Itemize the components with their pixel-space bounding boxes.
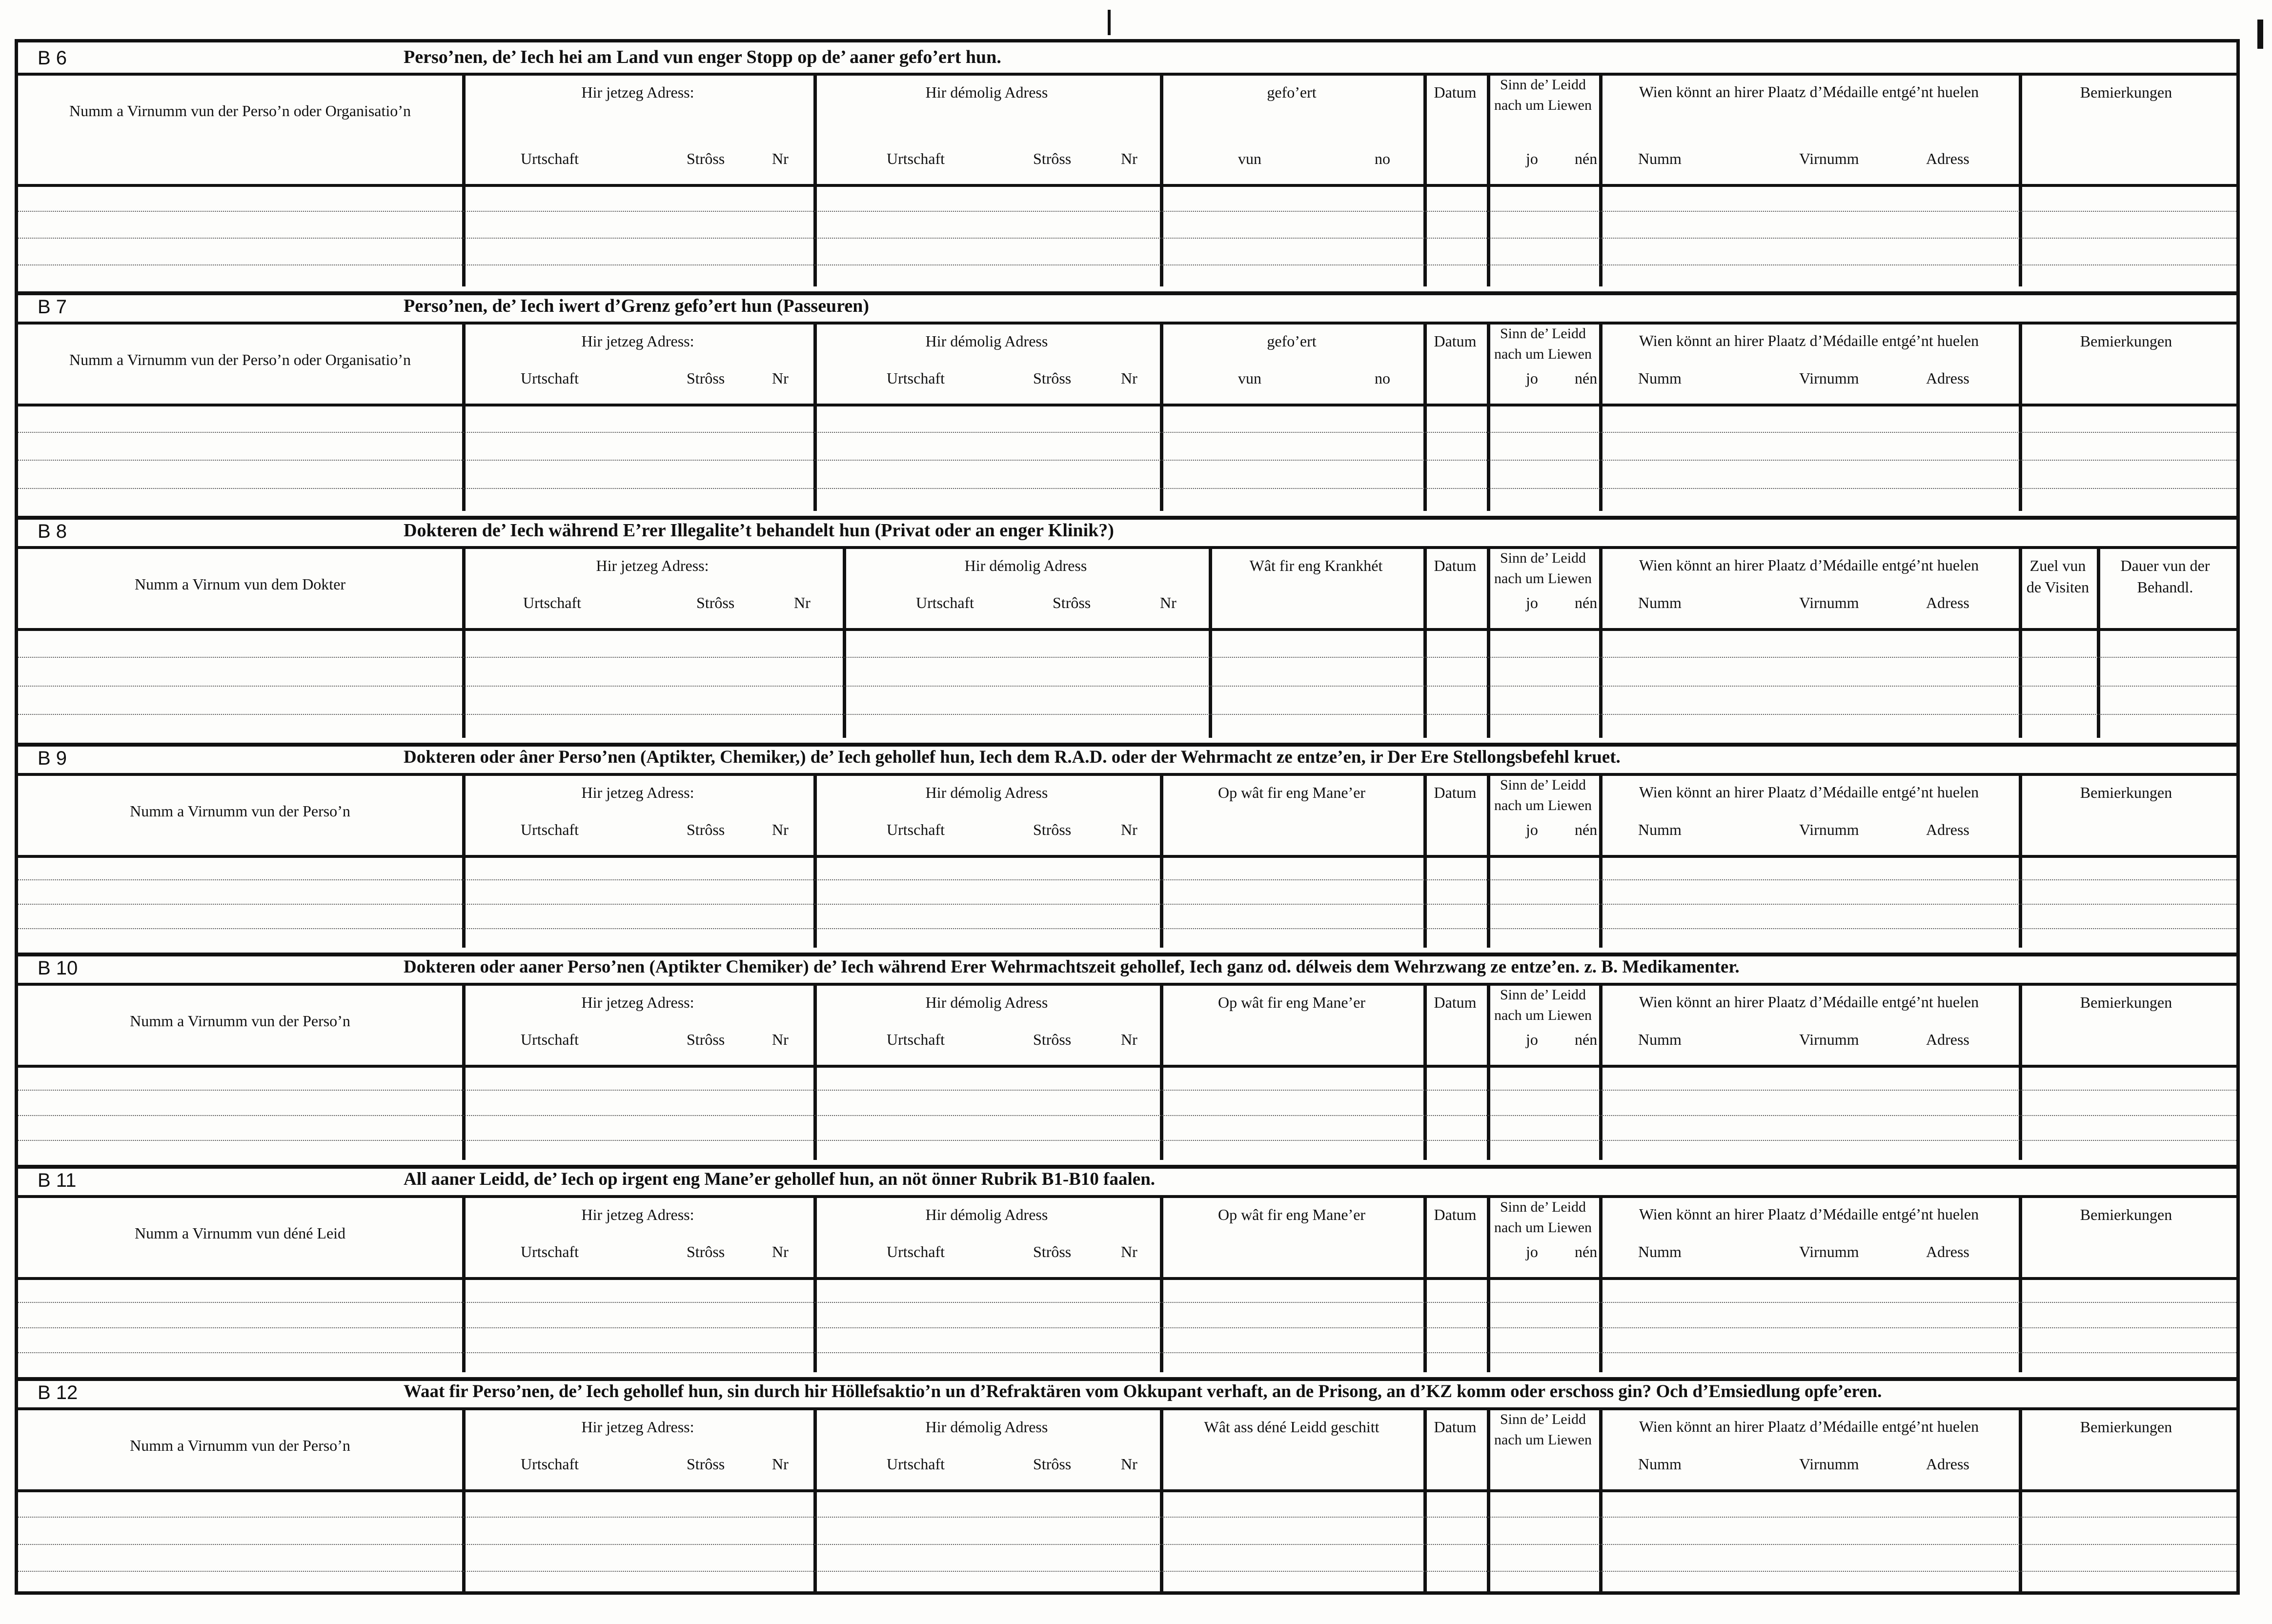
- section-divider: [18, 1377, 2236, 1381]
- sub-header: Nr: [1121, 369, 1137, 387]
- column-header: Hir démolig Adress: [925, 332, 1048, 350]
- sub-header: Urtschaft: [523, 594, 582, 611]
- header-bottom-rule: [18, 855, 2236, 858]
- entry-line[interactable]: [18, 714, 2236, 715]
- column-header: Wien könnt an hirer Plaatz d’Médaille entgé’nt huelen: [1639, 556, 1979, 574]
- form-table: [15, 39, 2240, 1595]
- entry-line[interactable]: [18, 1517, 2236, 1518]
- name-column-header: Numm a Virnumm vun der Perso’n oder Organisatio’n: [69, 351, 411, 368]
- sub-header: Strôss: [687, 1455, 725, 1473]
- section-code: B 9: [38, 748, 67, 769]
- sub-header: jo: [1526, 1031, 1538, 1048]
- entry-line[interactable]: [18, 879, 2236, 880]
- sub-header: jo: [1526, 1243, 1538, 1260]
- header-top-rule: [18, 1195, 2236, 1198]
- sub-header: Strôss: [1033, 1243, 1072, 1260]
- column-header: Op wât fir eng Mane’er: [1217, 784, 1366, 801]
- entry-line[interactable]: [18, 686, 2236, 687]
- sub-header: Strôss: [687, 1243, 725, 1260]
- sub-header: Virnumm: [1799, 1031, 1859, 1048]
- entry-line[interactable]: [18, 904, 2236, 905]
- name-column-header: Numm a Virnumm vun der Perso’n: [130, 1012, 350, 1030]
- section-title: Dokteren de’ Iech während E’rer Illegalite’t behandelt hun (Privat oder an enger Klinik?): [404, 520, 1114, 541]
- sub-header: Numm: [1638, 1243, 1682, 1260]
- column-header: Bemierkungen: [2080, 83, 2172, 101]
- sub-header: Numm: [1638, 1455, 1682, 1473]
- header-bottom-rule: [18, 1277, 2236, 1280]
- section-b11: [18, 1165, 2236, 1377]
- sub-header: Urtschaft: [521, 821, 579, 838]
- column-header: Sinn de’ Leidd nach um Liewen: [1494, 777, 1592, 813]
- sub-header: Nr: [772, 1031, 789, 1048]
- column-header: Hir jetzeg Adress:: [581, 784, 694, 801]
- header-top-rule: [18, 983, 2236, 986]
- header-top-rule: [18, 322, 2236, 325]
- entry-line[interactable]: [18, 488, 2236, 489]
- sub-header: Nr: [772, 1243, 789, 1260]
- sub-header: Nr: [1121, 821, 1137, 838]
- sub-header: Strôss: [1033, 1455, 1072, 1473]
- column-rule: [1160, 73, 1163, 286]
- sub-header: Adress: [1926, 594, 1969, 611]
- column-header: Sinn de’ Leidd nach um Liewen: [1494, 77, 1592, 113]
- sub-header: Virnumm: [1799, 150, 1859, 167]
- header-bottom-rule: [18, 404, 2236, 406]
- sub-header: Urtschaft: [887, 1455, 945, 1473]
- column-header: Sinn de’ Leidd nach um Liewen: [1494, 1199, 1592, 1236]
- column-header: Hir jetzeg Adress:: [581, 332, 694, 350]
- section-divider: [18, 1165, 2236, 1169]
- column-header: Hir démolig Adress: [925, 1206, 1048, 1223]
- sub-header: Virnumm: [1799, 821, 1859, 838]
- sub-header: Numm: [1638, 594, 1682, 611]
- column-header: Hir démolig Adress: [964, 557, 1087, 574]
- sub-header: Urtschaft: [521, 150, 579, 167]
- column-header: Bemierkungen: [2080, 994, 2172, 1011]
- entry-line[interactable]: [18, 657, 2236, 658]
- column-header: Hir jetzeg Adress:: [581, 1418, 694, 1436]
- column-header: Wien könnt an hirer Plaatz d’Médaille entgé’nt huelen: [1639, 1205, 1979, 1223]
- sub-header: Nr: [794, 594, 811, 611]
- section-b8: [18, 516, 2236, 743]
- name-column-header: Numm a Virnum vun dem Dokter: [134, 575, 346, 593]
- sub-header: Strôss: [687, 369, 725, 387]
- sub-header: Virnumm: [1799, 1243, 1859, 1260]
- sub-header: Adress: [1926, 150, 1969, 167]
- column-rule: [1423, 73, 1427, 286]
- section-code: B 6: [38, 47, 67, 69]
- right-margin-mark: [2257, 20, 2263, 49]
- sub-header: Strôss: [687, 150, 725, 167]
- header-bottom-rule: [18, 628, 2236, 631]
- entry-line[interactable]: [18, 1090, 2236, 1091]
- sub-header: nén: [1575, 594, 1598, 611]
- sub-header: Urtschaft: [887, 369, 945, 387]
- header-bottom-rule: [18, 1065, 2236, 1068]
- header-bottom-rule: [18, 1489, 2236, 1492]
- name-column-header: Numm a Virnumm vun der Perso’n: [130, 802, 350, 820]
- name-column-header: Numm a Virnumm vun der Perso’n oder Organisatio’n: [69, 102, 411, 120]
- column-header: Sinn de’ Leidd nach um Liewen: [1494, 550, 1592, 587]
- sub-header: Urtschaft: [887, 1031, 945, 1048]
- header-top-rule: [18, 773, 2236, 776]
- section-title: Perso’nen, de’ Iech iwert d’Grenz gefo’ert hun (Passeuren): [404, 296, 870, 316]
- sub-header: Virnumm: [1799, 1455, 1859, 1473]
- section-divider: [18, 291, 2236, 295]
- top-margin-mark: [1108, 10, 1111, 35]
- entry-line[interactable]: [18, 1115, 2236, 1116]
- section-b10: [18, 953, 2236, 1165]
- sub-header: Nr: [1121, 1243, 1137, 1260]
- section-divider: [18, 743, 2236, 747]
- section-b12: [18, 1377, 2236, 1598]
- column-header: Sinn de’ Leidd nach um Liewen: [1494, 987, 1592, 1023]
- column-header: gefo’ert: [1267, 332, 1317, 350]
- sub-header: Urtschaft: [521, 1455, 579, 1473]
- sub-header: Strôss: [1033, 150, 1072, 167]
- entry-line[interactable]: [18, 432, 2236, 433]
- sub-header: nén: [1575, 369, 1598, 387]
- sub-header: Adress: [1926, 1243, 1969, 1260]
- sub-header: Virnumm: [1799, 369, 1859, 387]
- column-header: gefo’ert: [1267, 83, 1317, 101]
- column-header: Wien könnt an hirer Plaatz d’Médaille entgé’nt huelen: [1639, 332, 1979, 349]
- column-header: Hir jetzeg Adress:: [581, 994, 694, 1011]
- entry-line[interactable]: [18, 1544, 2236, 1545]
- column-header: Wât ass déné Leidd geschitt: [1204, 1418, 1379, 1436]
- sub-header: Urtschaft: [916, 594, 974, 611]
- name-column-header: Numm a Virnumm vun der Perso’n: [130, 1437, 350, 1454]
- column-header: Bemierkungen: [2080, 1206, 2172, 1223]
- section-code: B 8: [38, 521, 67, 542]
- entry-line[interactable]: [18, 1327, 2236, 1328]
- column-header: Datum: [1434, 1206, 1477, 1223]
- column-header: Datum: [1434, 332, 1477, 350]
- sub-header: vun: [1238, 369, 1261, 387]
- sub-header: Virnumm: [1799, 594, 1859, 611]
- sub-header: Strôss: [696, 594, 735, 611]
- sub-header: Adress: [1926, 821, 1969, 838]
- sub-header: Strôss: [1033, 1031, 1072, 1048]
- column-header: Op wât fir eng Mane’er: [1217, 1206, 1366, 1223]
- column-header: Bemierkungen: [2080, 784, 2172, 801]
- sub-header: Urtschaft: [521, 1031, 579, 1048]
- sub-header: Numm: [1638, 821, 1682, 838]
- column-header: Hir jetzeg Adress:: [581, 83, 694, 101]
- sub-header: Urtschaft: [887, 821, 945, 838]
- sub-header: no: [1375, 150, 1390, 167]
- column-header: Datum: [1434, 994, 1477, 1011]
- section-b7: [18, 291, 2236, 516]
- entry-line[interactable]: [18, 211, 2236, 212]
- sub-header: vun: [1238, 150, 1261, 167]
- column-header: Sinn de’ Leidd nach um Liewen: [1494, 325, 1592, 362]
- section-code: B 11: [38, 1170, 77, 1191]
- column-header: Wien könnt an hirer Plaatz d’Médaille entgé’nt huelen: [1639, 783, 1979, 801]
- section-code: B 7: [38, 296, 67, 318]
- column-header: Op wât fir eng Mane’er: [1217, 994, 1366, 1011]
- sub-header: jo: [1526, 821, 1538, 838]
- column-header: Hir démolig Adress: [925, 83, 1048, 101]
- column-rule: [462, 73, 466, 286]
- sub-header: Nr: [1121, 150, 1137, 167]
- section-title: All aaner Leidd, de’ Iech op irgent eng Mane’er gehollef hun, an nöt önner Rubrik B1-B10 faalen.: [404, 1169, 1156, 1189]
- entry-line[interactable]: [18, 1571, 2236, 1572]
- section-title: Waat fir Perso’nen, de’ Iech gehollef hun, sin durch hir Höllefsaktio’n un d’Refraktären vom Okkupant verhaft, an de Prisong, an d’KZ komm oder erschoss gin? Och d’Emsiedlung opfe’eren.: [404, 1381, 1882, 1401]
- sub-header: Strôss: [687, 821, 725, 838]
- sub-header: nén: [1575, 821, 1598, 838]
- entry-line[interactable]: [18, 264, 2236, 265]
- header-bottom-rule: [18, 184, 2236, 187]
- column-header: Zuel vun de Visiten: [2026, 557, 2089, 596]
- sub-header: nén: [1575, 150, 1598, 167]
- entry-line[interactable]: [18, 1352, 2236, 1353]
- header-top-rule: [18, 73, 2236, 76]
- sub-header: Nr: [772, 821, 789, 838]
- section-title: Dokteren oder aaner Perso’nen (Aptikter Chemiker) de’ Iech während Erer Wehrmachtszeit gehollef, Iech ganz od. délweis dem Wehrzwang ze entze’en. z. B. Medikamenter.: [404, 957, 1740, 977]
- section-code: B 10: [38, 957, 78, 979]
- column-header: Wât fir eng Krankhét: [1249, 557, 1383, 574]
- header-top-rule: [18, 1407, 2236, 1410]
- sub-header: Urtschaft: [887, 150, 945, 167]
- column-header: Hir jetzeg Adress:: [581, 1206, 694, 1223]
- sub-header: Nr: [1160, 594, 1177, 611]
- column-header: Datum: [1434, 83, 1477, 101]
- sub-header: nén: [1575, 1031, 1598, 1048]
- sub-header: Numm: [1638, 369, 1682, 387]
- section-b9: [18, 743, 2236, 953]
- sub-header: nén: [1575, 1243, 1598, 1260]
- section-b6: [18, 42, 2236, 291]
- section-title: Dokteren oder âner Perso’nen (Aptikter, Chemiker,) de’ Iech gehollef hun, Iech dem R.A.D. oder der Wehrmacht ze entze’en, ir Der Ere Stellongsbefehl kruet.: [404, 747, 1621, 767]
- column-header: Datum: [1434, 784, 1477, 801]
- column-header: Bemierkungen: [2080, 1418, 2172, 1436]
- sub-header: jo: [1526, 150, 1538, 167]
- column-header: Dauer vun der Behandl.: [2120, 557, 2210, 596]
- sub-header: Nr: [772, 150, 789, 167]
- sub-header: Strôss: [687, 1031, 725, 1048]
- column-rule: [1599, 73, 1603, 286]
- section-title: Perso’nen, de’ Iech hei am Land vun enger Stopp op de’ aaner gefo’ert hun.: [404, 47, 1001, 67]
- sub-header: Numm: [1638, 150, 1682, 167]
- section-divider: [18, 516, 2236, 520]
- section-divider: [18, 953, 2236, 956]
- sub-header: Strôss: [1033, 821, 1072, 838]
- sub-header: jo: [1526, 369, 1538, 387]
- name-column-header: Numm a Virnumm vun déné Leid: [134, 1224, 346, 1242]
- column-header: Wien könnt an hirer Plaatz d’Médaille entgé’nt huelen: [1639, 993, 1979, 1011]
- entry-line[interactable]: [18, 1302, 2236, 1303]
- column-header: Hir démolig Adress: [925, 784, 1048, 801]
- entry-line[interactable]: [18, 238, 2236, 239]
- sub-header: no: [1375, 369, 1390, 387]
- column-header: Hir jetzeg Adress:: [596, 557, 709, 574]
- header-top-rule: [18, 546, 2236, 549]
- sub-header: jo: [1526, 594, 1538, 611]
- column-header: Wien könnt an hirer Plaatz d’Médaille entgé’nt huelen: [1639, 83, 1979, 101]
- column-header: Datum: [1434, 1418, 1477, 1436]
- column-header: Wien könnt an hirer Plaatz d’Médaille entgé’nt huelen: [1639, 1418, 1979, 1435]
- column-header: Hir démolig Adress: [925, 1418, 1048, 1436]
- entry-line[interactable]: [18, 928, 2236, 929]
- entry-line[interactable]: [18, 1140, 2236, 1141]
- column-header: Datum: [1434, 557, 1477, 574]
- sub-header: Nr: [1121, 1455, 1137, 1473]
- sub-header: Nr: [772, 369, 789, 387]
- sub-header: Nr: [772, 1455, 789, 1473]
- column-rule: [2019, 73, 2022, 286]
- section-code: B 12: [38, 1382, 78, 1403]
- column-header: Hir démolig Adress: [925, 994, 1048, 1011]
- column-header: Sinn de’ Leidd nach um Liewen: [1494, 1411, 1592, 1448]
- sub-header: Urtschaft: [521, 369, 579, 387]
- sub-header: Urtschaft: [887, 1243, 945, 1260]
- column-rule: [813, 73, 817, 286]
- sub-header: Urtschaft: [521, 1243, 579, 1260]
- sub-header: Nr: [1121, 1031, 1137, 1048]
- sub-header: Adress: [1926, 369, 1969, 387]
- sub-header: Adress: [1926, 1031, 1969, 1048]
- sub-header: Strôss: [1053, 594, 1091, 611]
- sub-header: Adress: [1926, 1455, 1969, 1473]
- sub-header: Strôss: [1033, 369, 1072, 387]
- sub-header: Numm: [1638, 1031, 1682, 1048]
- column-header: Bemierkungen: [2080, 332, 2172, 350]
- entry-line[interactable]: [18, 460, 2236, 461]
